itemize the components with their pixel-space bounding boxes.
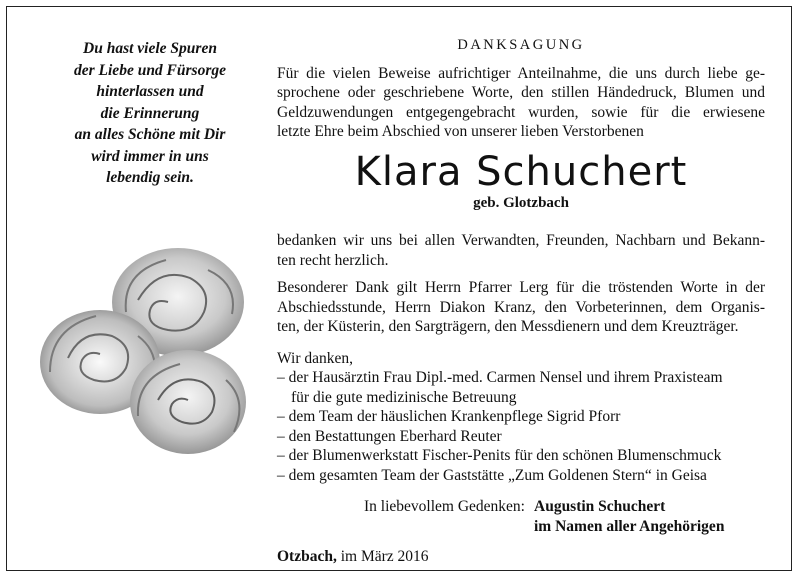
roses-image bbox=[38, 240, 246, 456]
thanks-paragraph bbox=[277, 231, 765, 270]
list-item: für die gute medizinische Betreuung bbox=[291, 388, 517, 406]
list-item: – der Blumenwerkstatt Fischer-Penits für den schönen Blumenschmuck bbox=[277, 447, 722, 464]
list-item: – der Hausärztin Frau Dipl.-med. Carmen Nensel und ihrem Praxisteam bbox=[277, 369, 723, 386]
notice-title: DANKSAGUNG bbox=[457, 37, 585, 53]
text-line: Besonderer Dank gilt Herrn Pfarrer Lerg für die tröstenden Worte in der bbox=[277, 279, 765, 296]
poem-line: der Liebe und Fürsorge bbox=[74, 61, 226, 79]
text-line: ten, der Küsterin, den Sargträgern, den Messdienern und dem Kreuzträger. bbox=[277, 318, 739, 335]
we-thank-label: Wir danken, bbox=[277, 349, 353, 367]
text-line: Abschiedsstunde, Herrn Diakon Kranz, den Vorbeterinnen, dem Organis- bbox=[277, 298, 765, 316]
birth-name: geb. Glotzbach bbox=[473, 194, 569, 211]
deceased-name: Klara Schuchert bbox=[354, 148, 688, 195]
thanks-list bbox=[277, 368, 765, 485]
poem-line: hinterlassen und bbox=[96, 83, 204, 100]
text-line: bedanken wir uns bei allen Verwandten, Freunden, Nachbarn und Bekann- bbox=[277, 232, 765, 249]
text-line: sprochene oder geschriebene Worte, den stillen Händedruck, Blumen und bbox=[277, 84, 765, 101]
text-line: ten recht herzlich. bbox=[277, 251, 389, 269]
poem-line: wird immer in uns bbox=[91, 147, 209, 165]
signatories bbox=[534, 497, 724, 536]
memorial-signature bbox=[277, 497, 765, 536]
text-line: letzte Ehre beim Abschied von unserer lieben Verstorbenen bbox=[277, 123, 644, 140]
place: Otzbach, bbox=[277, 548, 337, 565]
rose-bottom bbox=[130, 350, 246, 454]
list-item: – den Bestattungen Eberhard Reuter bbox=[277, 427, 502, 445]
poem-line: lebendig sein. bbox=[106, 169, 194, 186]
signatory-note: im Namen aller Angehörigen bbox=[534, 517, 725, 535]
memory-label: In liebevollem Gedenken: bbox=[364, 498, 525, 515]
text-line: Für die vielen Beweise aufrichtiger Anteilnahme, die uns durch liebe ge- bbox=[277, 64, 765, 82]
place-date bbox=[277, 547, 765, 567]
date: im März 2016 bbox=[340, 548, 429, 565]
special-thanks-paragraph bbox=[277, 278, 765, 337]
list-item: – dem gesamten Team der Gaststätte „Zum Goldenen Stern“ in Geisa bbox=[277, 466, 707, 484]
list-item: – dem Team der häuslichen Krankenpflege Sigrid Pforr bbox=[277, 408, 621, 425]
poem-line: die Erinnerung bbox=[100, 104, 200, 122]
intro-paragraph bbox=[277, 64, 765, 142]
memorial-poem bbox=[40, 38, 260, 189]
text-line: Geldzuwendungen entgegengebracht wurden, sowie für die erwiesene bbox=[277, 103, 765, 121]
poem-line: Du hast viele Spuren bbox=[83, 40, 217, 57]
signatory-name: Augustin Schuchert bbox=[534, 498, 666, 515]
notice-body bbox=[277, 36, 765, 567]
poem-line: an alles Schöne mit Dir bbox=[74, 126, 226, 143]
